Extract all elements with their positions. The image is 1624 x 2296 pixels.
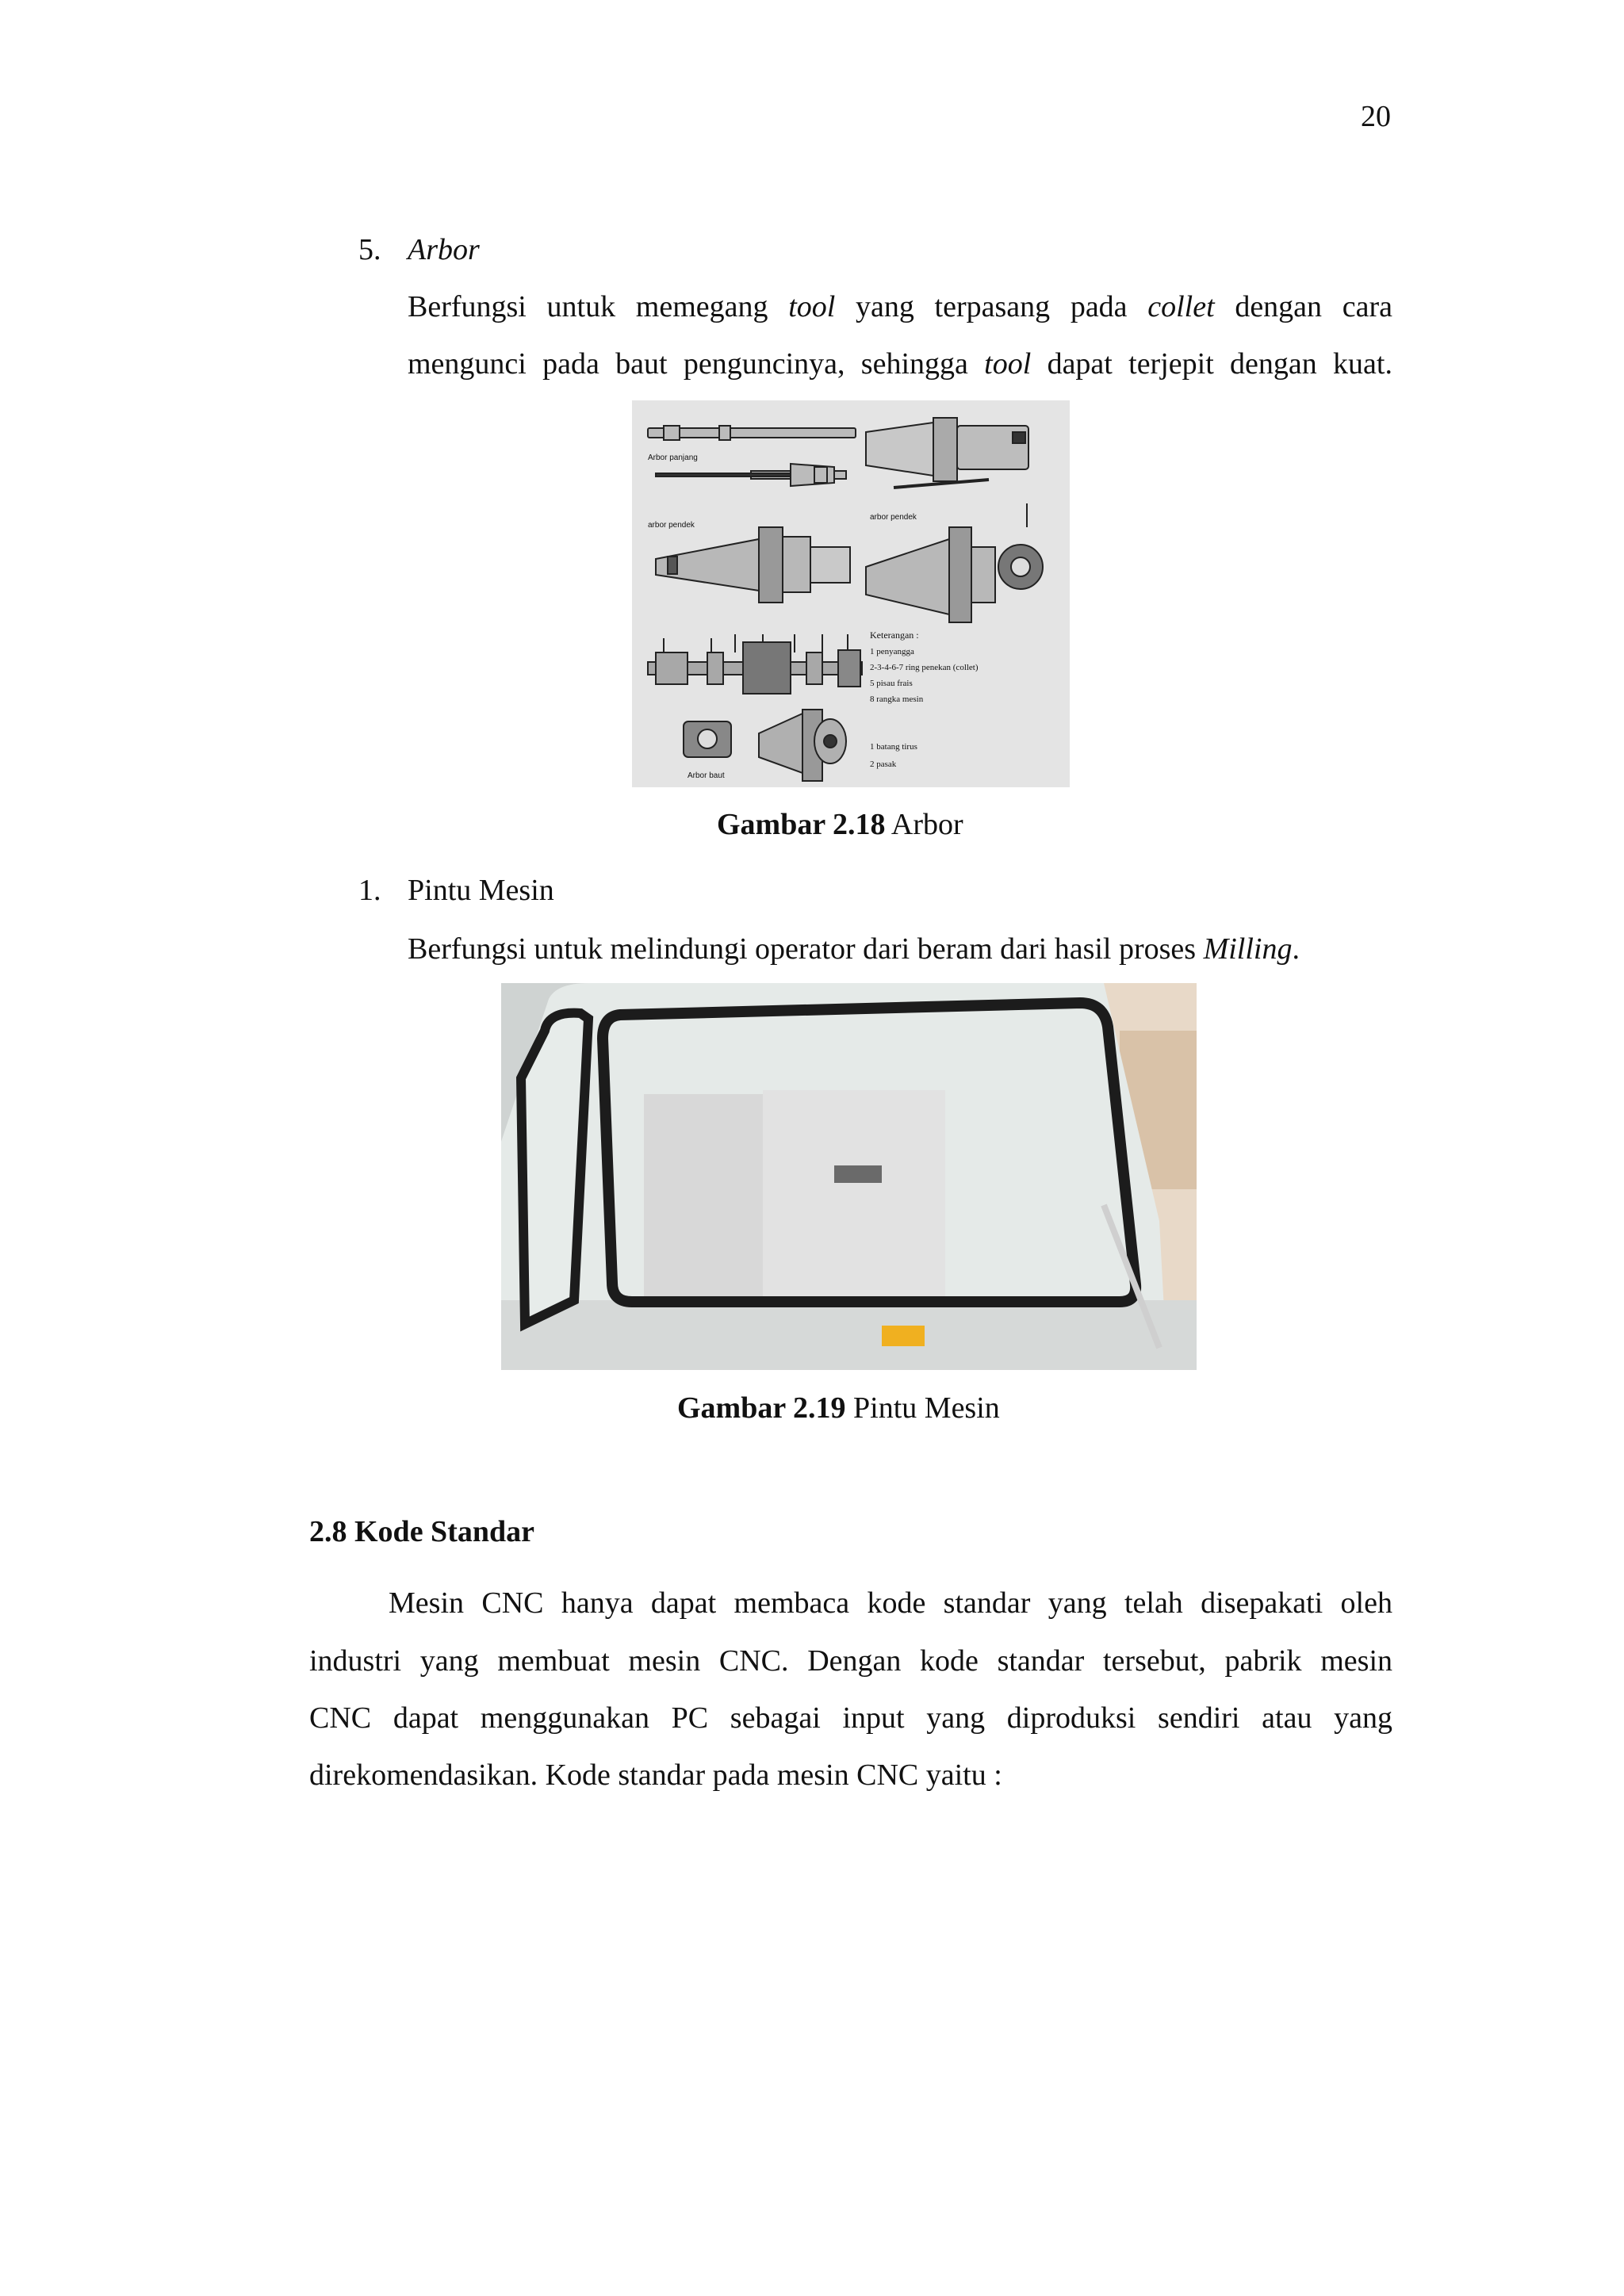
list-number: 1. <box>358 874 381 907</box>
arbor-drawing <box>632 400 1070 787</box>
label-arbor-panjang: Arbor panjang <box>648 453 698 462</box>
label-k5: 1 batang tirus <box>870 742 917 752</box>
label-arbor-pendek-right: arbor pendek <box>870 513 917 522</box>
page-number: 20 <box>1361 100 1391 133</box>
arbor-figure <box>632 400 1070 787</box>
label-keterangan: Keterangan : <box>870 629 919 641</box>
figure-caption-219: Gambar 2.19 Pintu Mesin <box>677 1391 1000 1425</box>
paragraph-line: industri yang membuat mesin CNC. Dengan kode standar tersebut, pabrik mesin <box>309 1644 1392 1678</box>
label-k1: 1 penyangga <box>870 647 914 656</box>
label-k6: 2 pasak <box>870 760 897 769</box>
paragraph-line: Berfungsi untuk melindungi operator dari beram dari hasil proses Milling. <box>408 932 1300 966</box>
label-k2: 2-3-4-6-7 ring penekan (collet) <box>870 663 979 672</box>
list-item-title: Arbor <box>408 233 480 266</box>
paragraph-line: CNC dapat menggunakan PC sebagai input yang diproduksi sendiri atau yang <box>309 1701 1392 1735</box>
label-k4: 8 rangka mesin <box>870 695 924 704</box>
machine-door-drawing <box>501 983 1197 1370</box>
section-heading: 2.8 Kode Standar <box>309 1515 534 1548</box>
paragraph-line: direkomendasikan. Kode standar pada mesin CNC yaitu : <box>309 1758 1002 1792</box>
label-k3: 5 pisau frais <box>870 679 913 688</box>
machine-door-photo <box>501 983 1197 1370</box>
figure-caption-218: Gambar 2.18 Arbor <box>717 808 963 841</box>
paragraph-line: Berfungsi untuk memegang tool yang terpasang pada collet dengan cara <box>408 290 1392 323</box>
list-item-title: Pintu Mesin <box>408 874 554 907</box>
label-arbor-pendek-left: arbor pendek <box>648 521 695 530</box>
paragraph-line: Mesin CNC hanya dapat membaca kode standar yang telah disepakati oleh <box>389 1586 1392 1620</box>
list-number: 5. <box>358 233 381 266</box>
label-arbor-baut: Arbor baut <box>688 771 725 780</box>
paragraph-line: mengunci pada baut penguncinya, sehingga tool dapat terjepit dengan kuat. <box>408 347 1392 381</box>
